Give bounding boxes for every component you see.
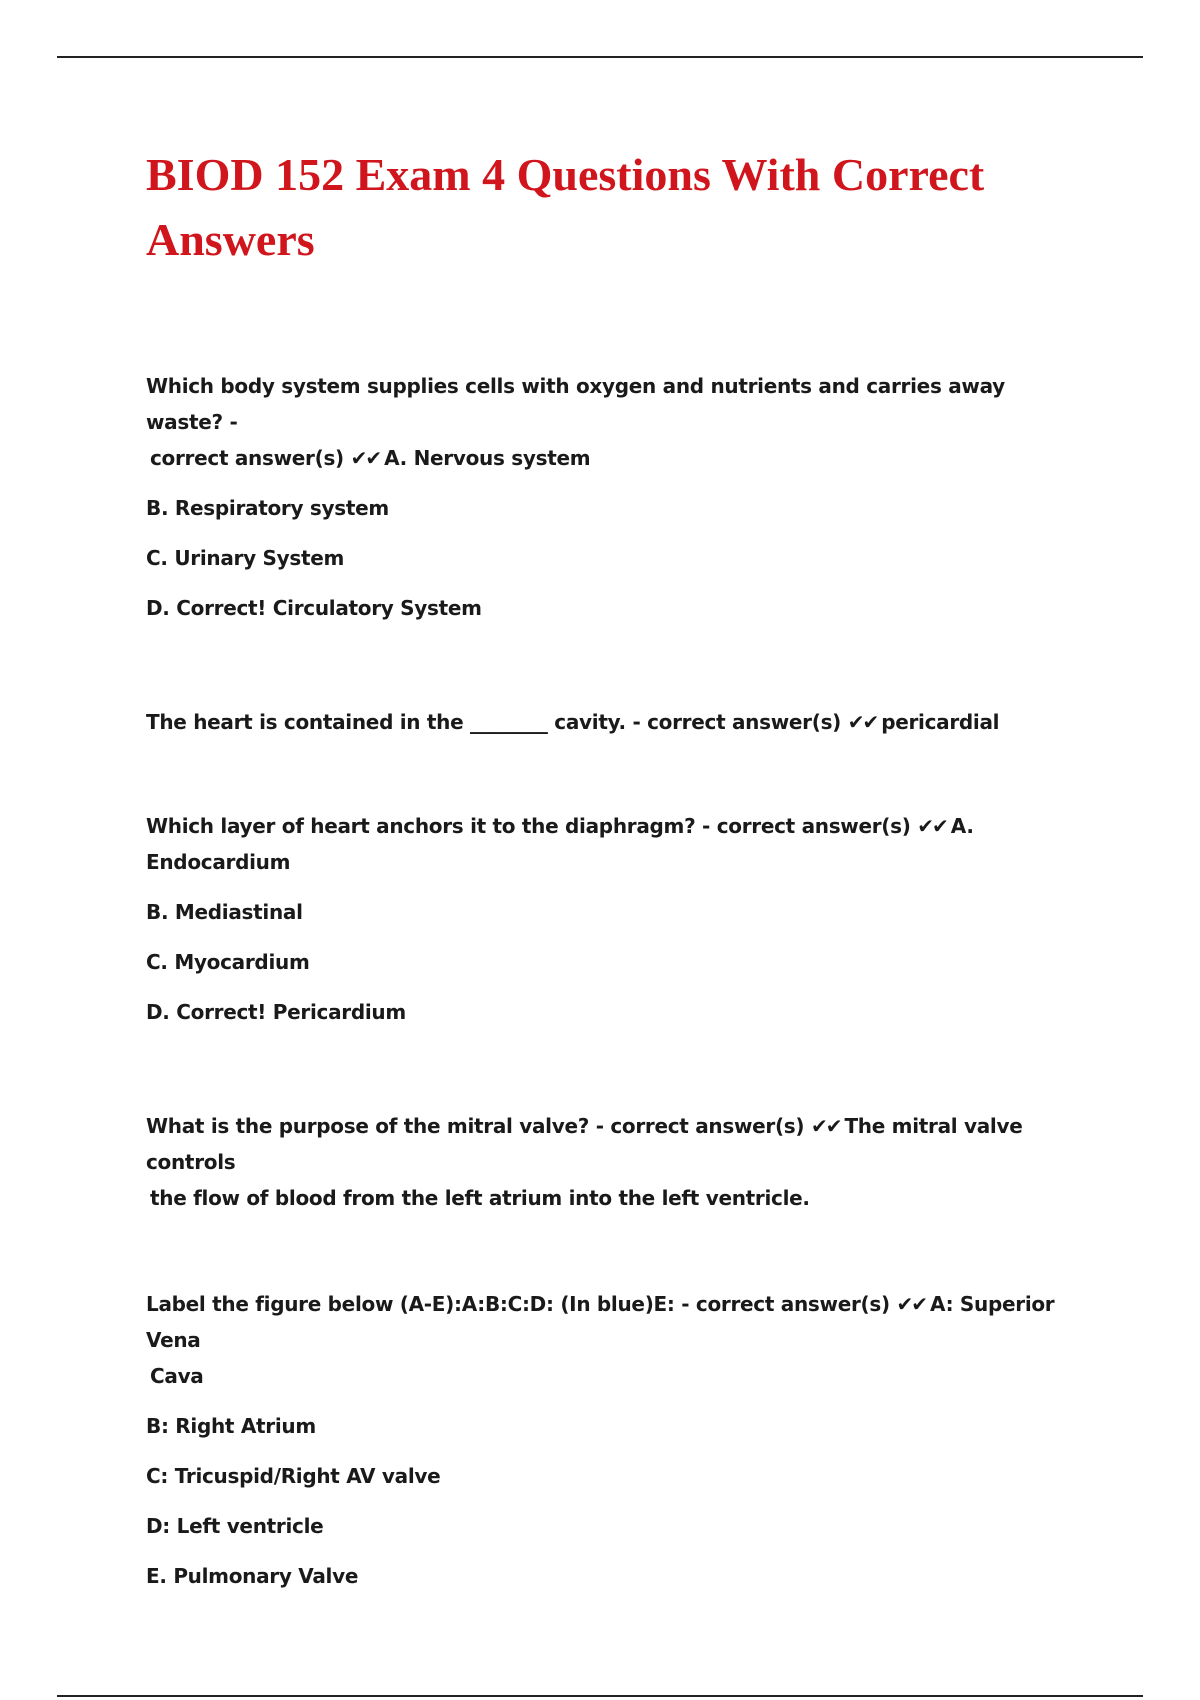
document-title	[146, 142, 1096, 272]
option-c: C. Myocardium	[146, 950, 310, 974]
check-mark-icon: ✔✔	[810, 1114, 841, 1138]
question-1	[146, 368, 1086, 476]
option-b: B: Right Atrium	[146, 1414, 316, 1438]
option-c: C: Tricuspid/Right AV valve	[146, 1464, 441, 1488]
question-1-line-1: Which body system supplies cells with oxygen and nutrients and carries away waste? -	[146, 374, 1005, 434]
footer-rule	[57, 1695, 1143, 1697]
option-d: D. Correct! Circulatory System	[146, 596, 482, 620]
option-d: D. Correct! Pericardium	[146, 1000, 406, 1024]
qa-block-4	[146, 1108, 1086, 1216]
question-5-line-2: Cava	[150, 1364, 204, 1388]
option-e: E. Pulmonary Valve	[146, 1564, 359, 1588]
header-rule	[57, 56, 1143, 58]
title-line-2: Answers	[146, 214, 315, 265]
question-3: Which layer of heart anchors it to the diaphragm? - correct answer(s) ✔✔ A. Endocardium	[146, 814, 974, 874]
question-5: Label the figure below (A-E):A:B:C:D: (In blue)E: - correct answer(s) ✔✔ A: Superior Vena Cava	[146, 1286, 1086, 1394]
document-body	[146, 368, 1086, 1652]
check-mark-icon: ✔✔	[917, 814, 947, 838]
question-4-line-2: the flow of blood from the left atrium into the left ventricle.	[150, 1186, 810, 1210]
question-4: What is the purpose of the mitral valve? - correct answer(s) ✔✔ The mitral valve controls the flow of blood from the left atrium into the left ventricle.	[146, 1108, 1086, 1216]
question-1-line-2: correct answer(s) ✔✔ A. Nervous system	[150, 446, 591, 470]
qa-block-1	[146, 368, 1086, 626]
option-b: B. Respiratory system	[146, 496, 389, 520]
qa-block-5	[146, 1286, 1086, 1594]
option-c: C. Urinary System	[146, 546, 345, 570]
check-mark-icon: ✔✔	[350, 446, 381, 470]
qa-block-3	[146, 808, 1086, 1030]
option-d: D: Left ventricle	[146, 1514, 324, 1538]
title-line-1: BIOD 152 Exam 4 Questions With Correct	[146, 149, 985, 200]
question-2: The heart is contained in the ________ cavity. - correct answer(s) ✔✔ pericardial	[146, 710, 1000, 734]
option-b: B. Mediastinal	[146, 900, 303, 924]
check-mark-icon: ✔✔	[896, 1292, 927, 1316]
check-mark-icon: ✔✔	[847, 710, 878, 734]
qa-block-2	[146, 704, 1086, 740]
